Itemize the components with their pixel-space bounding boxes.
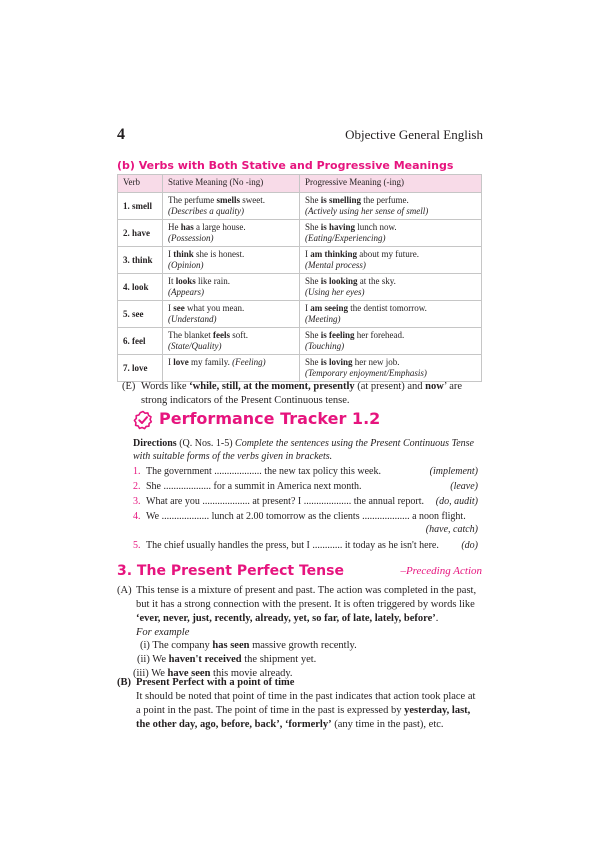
paragraph-b [117,676,482,732]
progressive-pre: She [305,276,321,286]
stative-pre: I [168,249,174,259]
example-label: For example [136,627,190,638]
stative-post: a large house. [193,222,246,232]
stative-pre: It [168,276,176,286]
stative-pre: The blanket [168,330,213,340]
stative-pre: The perfume [168,195,217,205]
example-item [140,639,357,653]
verb-cell: 2. have [118,220,163,247]
progressive-post: her forehead. [354,330,405,340]
progressive-cell [300,247,482,274]
example-number: (iii) [133,668,149,679]
table-row [118,220,482,247]
example-verb: have seen [167,668,211,679]
section-tag: –Preceding Action [400,565,482,577]
question-text: She ................... for a summit in America next month. [146,481,362,492]
example-number: (i) [140,640,150,651]
question-hint: (leave) [450,481,478,492]
paragraph-a-body: This tense is a mixture of present and past. The action was completed in the past, but it has a strong connection with the present. It is often triggered by words like [136,585,477,610]
stative-pre: I [168,303,174,313]
directions-label: Directions [133,438,177,449]
progressive-post: about my future. [357,249,420,259]
verb-cell: 1. smell [118,193,163,220]
table-header-stative: Stative Meaning (No -ing) [163,175,300,193]
note-e-t2: (at present) and [354,381,426,392]
example-verb: has seen [212,640,250,651]
table-header-verb: Verb [118,175,163,193]
paragraph-a-keywords: ‘ever, never, just, recently, already, yet, so far, of late, lately, before’ [136,613,436,624]
progressive-post: the dentist tomorrow. [348,303,427,313]
progressive-note: (Actively using her sense of smell) [305,206,429,216]
table-header-progressive: Progressive Meaning (-ing) [300,175,482,193]
paragraph-b-content [136,676,482,732]
progressive-verb: is looking [320,276,358,286]
paragraph-a-end: . [435,613,439,624]
progressive-cell [300,328,482,355]
stative-post: sweet. [239,195,265,205]
note-e-t1: Words like [141,381,190,392]
question-hint: (do) [461,540,478,551]
example-pre: We [151,668,168,679]
verb-cell: 7. love [118,355,163,382]
progressive-verb: is loving [320,357,353,367]
stative-note: (Feeling) [232,357,266,367]
stative-verb: think [173,249,194,259]
progressive-note: (Meeting) [305,314,341,324]
directions-qnos: (Q. Nos. 1-5) [176,438,236,449]
progressive-verb: am thinking [310,249,358,259]
paragraph-a-label: (A) [117,585,132,596]
verb-cell: 5. see [118,301,163,328]
page-number: 4 [117,126,125,143]
stative-verb: love [173,357,189,367]
stative-post: my family. [188,357,230,367]
question-hint: (do, audit) [435,496,478,507]
progressive-note: (Temporary enjoyment/Emphasis) [305,368,427,378]
paragraph-b-end: (any time in the past), etc. [331,719,444,730]
paragraph-b-title: Present Perfect with a point of time [136,677,295,688]
table-row [118,193,482,220]
note-e-text [141,380,482,408]
example-post: this movie already. [210,668,293,679]
verb-cell: 4. look [118,274,163,301]
table-header-row [118,175,482,193]
question-hint: (have, catch) [425,524,478,535]
stative-post: soft. [229,330,248,340]
note-e-now: now [425,381,444,392]
table-row [118,301,482,328]
stative-verb: see [173,303,185,313]
stative-pre: I [168,357,174,367]
stative-verb: feels [212,330,230,340]
stative-verb: smells [216,195,240,205]
progressive-cell [300,355,482,382]
question-text: We ................... lunch at 2.00 tomorrow as the clients ................... a noon flight. [146,511,466,522]
question-number: 1. [133,466,141,477]
book-title: Objective General English [345,127,483,142]
note-e [122,380,482,408]
stative-cell [163,247,300,274]
progressive-pre: I [305,249,311,259]
progressive-note: (Using her eyes) [305,287,365,297]
directions [133,437,478,463]
stative-post: what you mean. [184,303,245,313]
directions-text: Complete the sentences using the Present Continuous Tense with suitable forms of the verbs given in brackets. [133,438,474,462]
paragraph-a-text [136,584,482,626]
verb-cell: 3. think [118,247,163,274]
paragraph-a [117,584,482,626]
stative-verb: has [180,222,194,232]
note-e-keywords: ‘while, still, at the moment, presently [189,381,355,392]
progressive-pre: She [305,195,321,205]
table-row [118,247,482,274]
paragraph-b-label: (B) [117,677,131,688]
progressive-pre: She [305,330,321,340]
subsection-heading: (b) Verbs with Both Stative and Progressive Meanings [117,159,454,172]
verb-cell: 6. feel [118,328,163,355]
question-text: The government ................... the new tax policy this week. [146,466,381,477]
progressive-verb: is smelling [320,195,362,205]
table-row [118,328,482,355]
stative-pre: He [168,222,181,232]
example-post: the shipment yet. [241,654,317,665]
stative-post: like rain. [195,276,231,286]
stative-note: (State/Quality) [168,341,222,351]
progressive-cell [300,220,482,247]
verb-table [117,174,482,382]
progressive-cell [300,193,482,220]
table-row [118,355,482,382]
table-row [118,274,482,301]
example-number: (ii) [137,654,150,665]
progressive-note: (Eating/Experiencing) [305,233,386,243]
stative-note: (Describes a quality) [168,206,244,216]
progressive-post: at the sky. [357,276,396,286]
tracker-title: Performance Tracker 1.2 [159,409,381,428]
progressive-pre: She [305,357,321,367]
progressive-post: the perfume. [361,195,409,205]
progressive-verb: am seeing [310,303,348,313]
question-text: The chief usually handles the press, but I ............ it today as he isn't here. [146,540,439,551]
check-circle-icon [133,410,153,430]
progressive-verb: is feeling [320,330,355,340]
stative-cell [163,301,300,328]
stative-note: (Opinion) [168,260,204,270]
example-item [137,653,316,667]
stative-note: (Understand) [168,314,217,324]
stative-note: (Possession) [168,233,214,243]
question-number: 2. [133,481,141,492]
progressive-verb: is having [320,222,356,232]
stative-cell [163,274,300,301]
stative-cell [163,355,300,382]
stative-note: (Appears) [168,287,204,297]
section-title: 3. The Present Perfect Tense [117,563,344,579]
stative-verb: looks [175,276,196,286]
progressive-note: (Touching) [305,341,345,351]
question-text: What are you ................... at present? I ................... the annual report. [146,496,424,507]
progressive-cell [300,301,482,328]
progressive-pre: She [305,222,321,232]
stative-cell [163,220,300,247]
progressive-post: lunch now. [355,222,397,232]
question-number: 3. [133,496,141,507]
question-number: 4. [133,511,141,522]
question-hint: (implement) [429,466,478,477]
example-pre: We [152,654,169,665]
example-verb: haven't received [168,654,242,665]
paragraph-b-text [136,690,482,732]
stative-post: she is honest. [193,249,245,259]
example-post: massive growth recently. [249,640,357,651]
note-e-t3: ’ are strong indicators of the Present Continuous tense. [141,381,463,406]
paragraph-b-keywords: yesterday, last, the other day, ago, before, back’, ‘formerly’ [136,705,471,730]
progressive-note: (Mental process) [305,260,366,270]
example-pre: The company [152,640,213,651]
stative-cell [163,193,300,220]
question-number: 5. [133,540,141,551]
page-header [117,126,483,146]
progressive-pre: I [305,303,311,313]
progressive-cell [300,274,482,301]
progressive-post: her new job. [352,357,400,367]
stative-cell [163,328,300,355]
note-e-label: (E) [122,381,136,392]
paragraph-b-body: It should be noted that point of time in the past indicates that action took place at a point in the past. The point of time in the past is expressed by [136,691,476,716]
